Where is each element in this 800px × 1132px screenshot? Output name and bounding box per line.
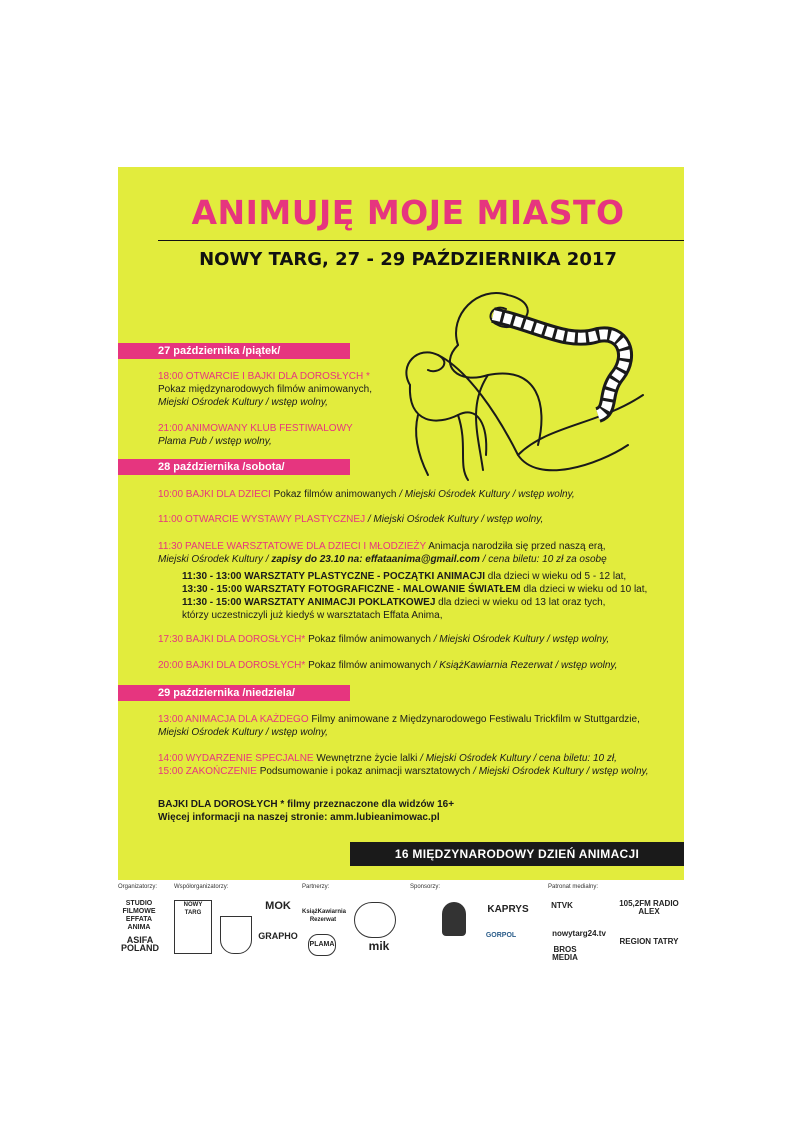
event-adult-cartoons-1: 17:30 BAJKI DLA DOROSŁYCH* Pokaz filmów animowanych / Miejski Ośrodek Kultury / wstęp wolny, (158, 634, 610, 645)
animal-film-illustration (398, 275, 648, 485)
event-workshop-panels: 11:30 PANELE WARSZTATOWE DLA DZIECI I MŁODZIEŻY Animacja narodziła się przed naszą erą, Miejski Ośrodek Kultury / zapisy do 23.10 na: effataanima@gmail.com / cena biletu: 10 zł za osobę (158, 541, 607, 565)
sponsors-strip (112, 884, 690, 974)
rezerwat-logo: KsiążKawiarnia Rezerwat (302, 909, 347, 923)
plama-logo: PLAMA (308, 934, 336, 956)
group-coorganizers: Współorganizatorzy: (174, 884, 229, 890)
crest-icon (220, 916, 252, 954)
event-closing: 15:00 ZAKOŃCZENIE Podsumowanie i pokaz animacji warsztatowych / Miejski Ośrodek Kultury / wstęp wolny, (158, 766, 649, 777)
event-special: 14:00 WYDARZENIE SPECJALNE Wewnętrzne życie lalki / Miejski Ośrodek Kultury / cena biletu: 10 zł, (158, 753, 617, 764)
event-club-venue: Plama Pub / wstęp wolny, (158, 436, 272, 447)
bros-media-logo: BROS MEDIA (552, 945, 578, 962)
mok-logo: MOK (265, 900, 291, 912)
kaprys-logo: KAPRYS (487, 904, 529, 915)
poster (118, 167, 684, 880)
event-exhibition: 11:00 OTWARCIE WYSTAWY PLASTYCZNEJ / Miejski Ośrodek Kultury / wstęp wolny, (158, 514, 544, 525)
workshop-stopmotion: 11:30 - 15:00 WARSZTATY ANIMACJI POKLATKOWEJ dla dzieci w wieku od 13 lat oraz tych, którzy uczestniczyli już kiedyś w warsztatach Effata Anima, (182, 597, 606, 621)
event-opening-title: 18:00 OTWARCIE I BAJKI DLA DOROSŁYCH * (158, 371, 370, 382)
studio-anima-logo: STUDIO FILMOWE EFFATA ANIMA (122, 900, 156, 931)
event-opening-venue: Miejski Ośrodek Kultury / wstęp wolny, (158, 397, 328, 408)
nowytarg-crest-icon: NOWY TARG (174, 900, 212, 954)
event-club-title: 21:00 ANIMOWANY KLUB FESTIWALOWY (158, 423, 353, 434)
title-divider (158, 240, 684, 241)
footnote: BAJKI DLA DOROSŁYCH * filmy przeznaczone dla widzów 16+ Więcej informacji na naszej stronie: amm.lubieanimowac.pl (158, 799, 455, 823)
event-festival-club (158, 422, 353, 448)
workshop-photo: 13:30 - 15:00 WARSZTATY FOTOGRAFICZNE - MALOWANIE ŚWIATŁEM dla dzieci w wieku od 10 lat, (182, 584, 648, 595)
workshop-art: 11:30 - 13:00 WARSZTATY PLASTYCZNE - POCZĄTKI ANIMACJI dla dzieci w wieku od 5 - 12 lat, (182, 571, 627, 582)
circle-logo-icon (354, 902, 396, 938)
website-info: Więcej informacji na naszej stronie: amm.lubieanimowac.pl (158, 812, 440, 823)
gorpol-logo: GORPOL (485, 932, 517, 939)
day-header-saturday: 28 października /sobota/ (118, 459, 350, 475)
event-opening (158, 370, 372, 409)
group-media: Patronat medialny: (548, 884, 599, 890)
event-animation-for-all: 13:00 ANIMACJA DLA KAŻDEGO Filmy animowane z Międzynarodowego Festiwalu Trickfilm w Stuttgardzie, Miejski Ośrodek Kultury / wstęp wolny, (158, 714, 640, 738)
group-partners: Partnerzy: (302, 884, 330, 890)
ntvk-logo: NTVK (551, 901, 573, 910)
mik-logo: mik (368, 939, 390, 953)
group-organizers: Organizatorzy: (118, 884, 158, 890)
poster-subtitle: NOWY TARG, 27 - 29 PAŹDZIERNIKA 2017 (199, 249, 617, 270)
day-header-friday: 27 października /piątek/ (118, 343, 350, 359)
poster-title: ANIMUJĘ MOJE MIASTO (191, 193, 625, 232)
nowytarg24-logo: nowytarg24.tv (552, 929, 606, 938)
day-header-sunday: 29 października /niedziela/ (118, 685, 350, 701)
event-adult-cartoons-2: 20:00 BAJKI DLA DOROSŁYCH* Pokaz filmów animowanych / KsiążKawiarnia Rezerwat / wstęp wolny, (158, 660, 618, 671)
radio-alex-logo: 105,2FM RADIO ALEX (619, 899, 679, 916)
grapho-logo: GRAPHO (258, 931, 298, 941)
event-opening-desc: Pokaz międzynarodowych filmów animowanych, (158, 384, 372, 395)
event-kids-cartoons: 10:00 BAJKI DLA DZIECI Pokaz filmów animowanych / Miejski Ośrodek Kultury / wstęp wolny, (158, 489, 575, 500)
region-tatry-logo: REGION TATRY (619, 937, 679, 946)
group-sponsors: Sponsorzy: (410, 884, 441, 890)
signup-email: zapisy do 23.10 na: effataanima@gmail.com (271, 554, 480, 565)
asifa-logo: ASIFA POLAND (121, 935, 159, 953)
animation-day-banner: 16 MIĘDZYNARODOWY DZIEŃ ANIMACJI (350, 842, 684, 866)
wolf-logo-icon (442, 902, 466, 936)
film-strip-icon (493, 315, 625, 415)
